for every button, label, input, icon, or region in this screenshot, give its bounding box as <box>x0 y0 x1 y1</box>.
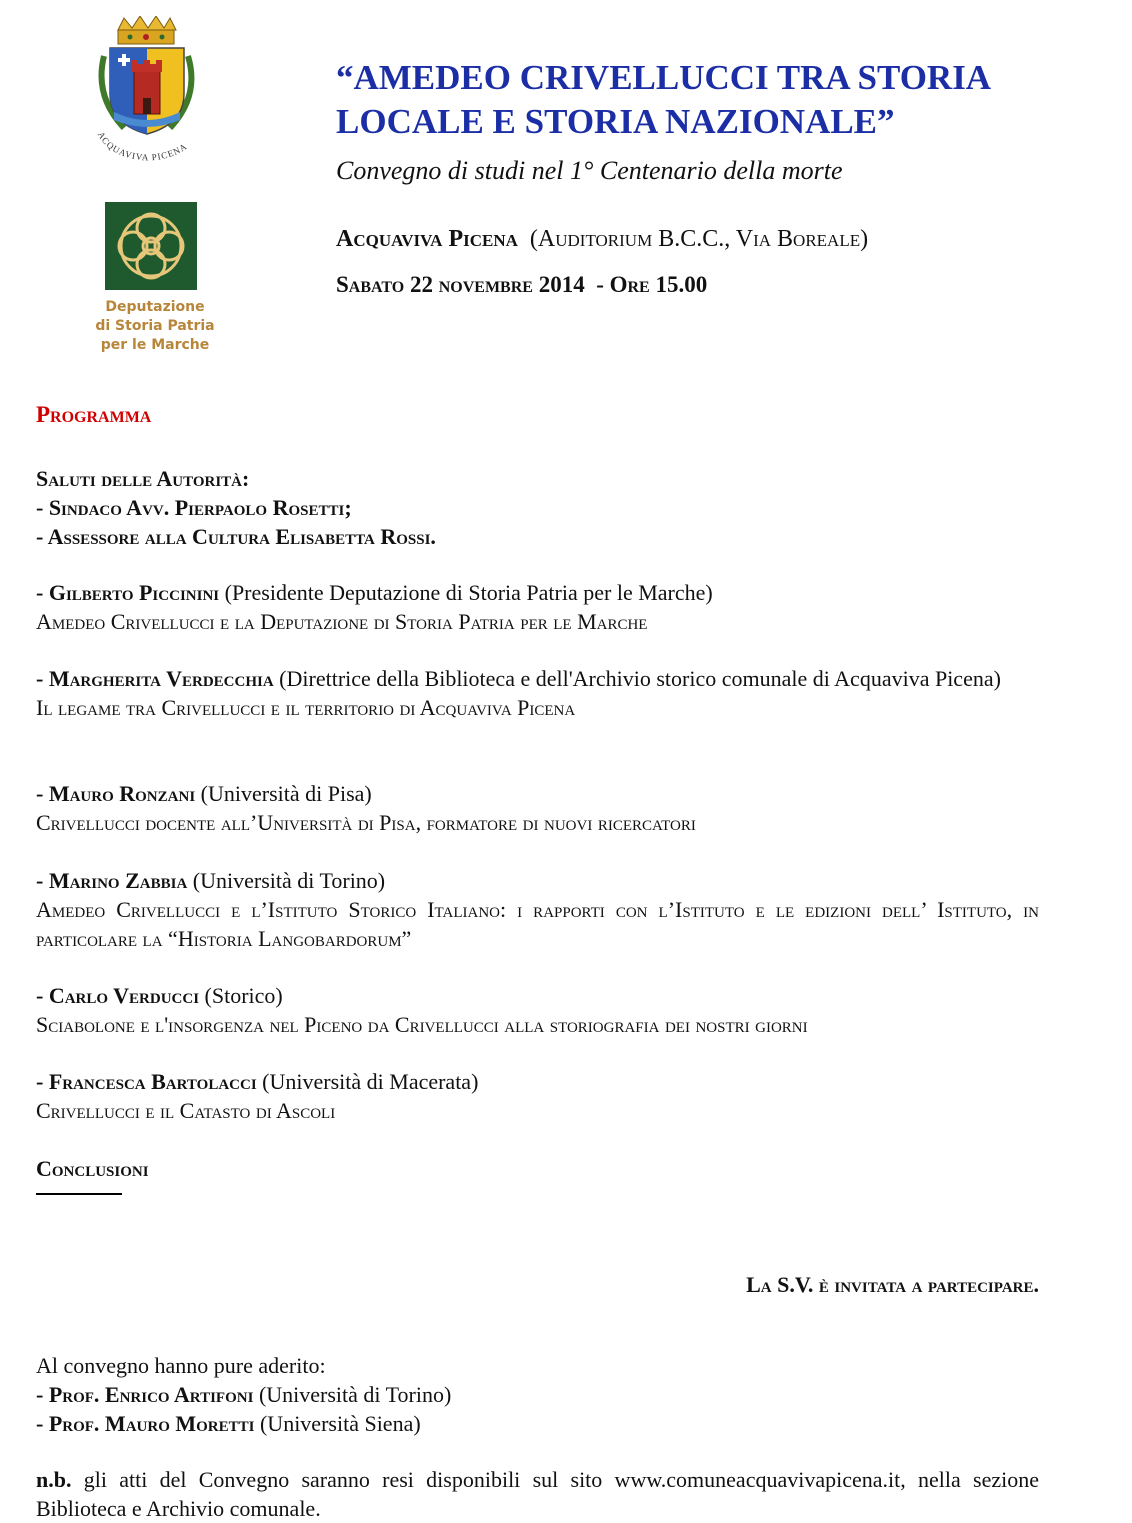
deputazione-line-3: per le Marche <box>100 337 210 353</box>
nota-bene <box>36 1465 1039 1523</box>
date-day: Sabato 22 novembre 2014 <box>336 272 585 297</box>
adesioni-section <box>36 1351 1039 1438</box>
event-title-line-2: LOCALE E STORIA NAZIONALE” <box>336 102 895 141</box>
deputazione-line-2: di Storia Patria <box>95 318 215 334</box>
event-title <box>336 56 1096 144</box>
talk-speaker: - Margherita Verdecchia <box>36 666 274 691</box>
nota-text: gli atti del Convegno saranno resi disponibili sul sito www.comuneacquavivapicena.it, nella sezione Biblioteca e Archivio comunale. <box>36 1467 1039 1521</box>
talk-affiliation: (Presidente Deputazione di Storia Patria per le Marche) <box>219 580 713 605</box>
event-venue <box>336 224 868 254</box>
talk-item <box>36 981 1039 1039</box>
date-time: - Ore 15.00 <box>596 272 708 297</box>
talk-affiliation: (Università di Macerata) <box>256 1069 479 1094</box>
talk-title: Amedeo Crivellucci e la Deputazione di Storia Patria per le Marche <box>36 609 648 634</box>
talk-item <box>36 1067 1039 1125</box>
adesioni-intro: Al convegno hanno pure aderito: <box>36 1353 326 1378</box>
talk-title: Sciabolone e l'insorgenza nel Piceno da Crivellucci alla storiografia dei nostri giorni <box>36 1012 808 1037</box>
talk-title: Il legame tra Crivellucci e il territorio di Acquaviva Picena <box>36 695 576 720</box>
talk-title: Amedeo Crivellucci e l’Istituto Storico Italiano: i rapporti con l’Istituto e le edizioni dell’ Istituto, in particolare la “Historia Langobardorum” <box>36 897 1039 951</box>
talk-speaker: - Gilberto Piccinini <box>36 580 220 605</box>
coat-of-arms-icon <box>88 16 206 176</box>
saluti-line: - Assessore alla Cultura Elisabetta Rossi. <box>36 524 436 549</box>
adesione-name: - Prof. Mauro Moretti <box>36 1411 255 1436</box>
adesione-affiliation: (Università Siena) <box>254 1411 421 1436</box>
comune-logo <box>88 16 206 176</box>
talk-title: Crivellucci e il Catasto di Ascoli <box>36 1098 336 1123</box>
comune-logo-text: ACQUAVIVA PICENA <box>95 129 190 163</box>
talk-speaker: - Mauro Ronzani <box>36 781 196 806</box>
talk-item <box>36 779 1039 837</box>
adesione-name: - Prof. Enrico Artifoni <box>36 1382 254 1407</box>
saluti-line: - Sindaco Avv. Pierpaolo Rosetti; <box>36 495 352 520</box>
talk-speaker: - Marino Zabbia <box>36 868 188 893</box>
talk-speaker: - Francesca Bartolacci <box>36 1069 257 1094</box>
talk-affiliation: (Università di Torino) <box>187 868 386 893</box>
conclusioni-heading: Conclusioni <box>36 1156 149 1181</box>
event-subtitle: Convegno di studi nel 1° Centenario della morte <box>336 156 843 185</box>
venue-detail: (Auditorium B.C.C., Via Boreale) <box>529 226 869 252</box>
deputazione-logo <box>96 202 214 362</box>
celtic-knot-emblem-icon <box>105 202 197 290</box>
deputazione-line-1: Deputazione <box>105 299 205 315</box>
talk-affiliation: (Storico) <box>199 983 283 1008</box>
svg-text:ACQUAVIVA PICENA <box>96 130 189 162</box>
event-title-line-1: “AMEDEO CRIVELLUCCI TRA STORIA <box>336 58 992 97</box>
talk-item <box>36 664 1039 722</box>
talk-item <box>36 866 1039 953</box>
nota-label: n.b. <box>36 1467 72 1492</box>
talk-title: Crivellucci docente all’Università di Pisa, formatore di nuovi ricercatori <box>36 810 696 835</box>
section-divider <box>36 1193 122 1195</box>
venue-place: Acquaviva Picena <box>336 226 518 252</box>
deputazione-logo-text <box>90 298 220 355</box>
event-date <box>336 270 707 300</box>
talk-speaker: - Carlo Verducci <box>36 983 200 1008</box>
adesione-affiliation: (Università di Torino) <box>253 1382 452 1407</box>
programma-heading: Programma <box>36 402 152 427</box>
talk-item <box>36 578 1039 636</box>
saluti-heading: Saluti delle Autorità: <box>36 466 250 491</box>
invitation-line: La S.V. è invitata a partecipare. <box>746 1272 1039 1297</box>
talk-affiliation: (Direttrice della Biblioteca e dell'Archivio storico comunale di Acquaviva Picena) <box>273 666 1001 691</box>
saluti-section <box>36 464 1039 551</box>
talk-affiliation: (Università di Pisa) <box>195 781 372 806</box>
